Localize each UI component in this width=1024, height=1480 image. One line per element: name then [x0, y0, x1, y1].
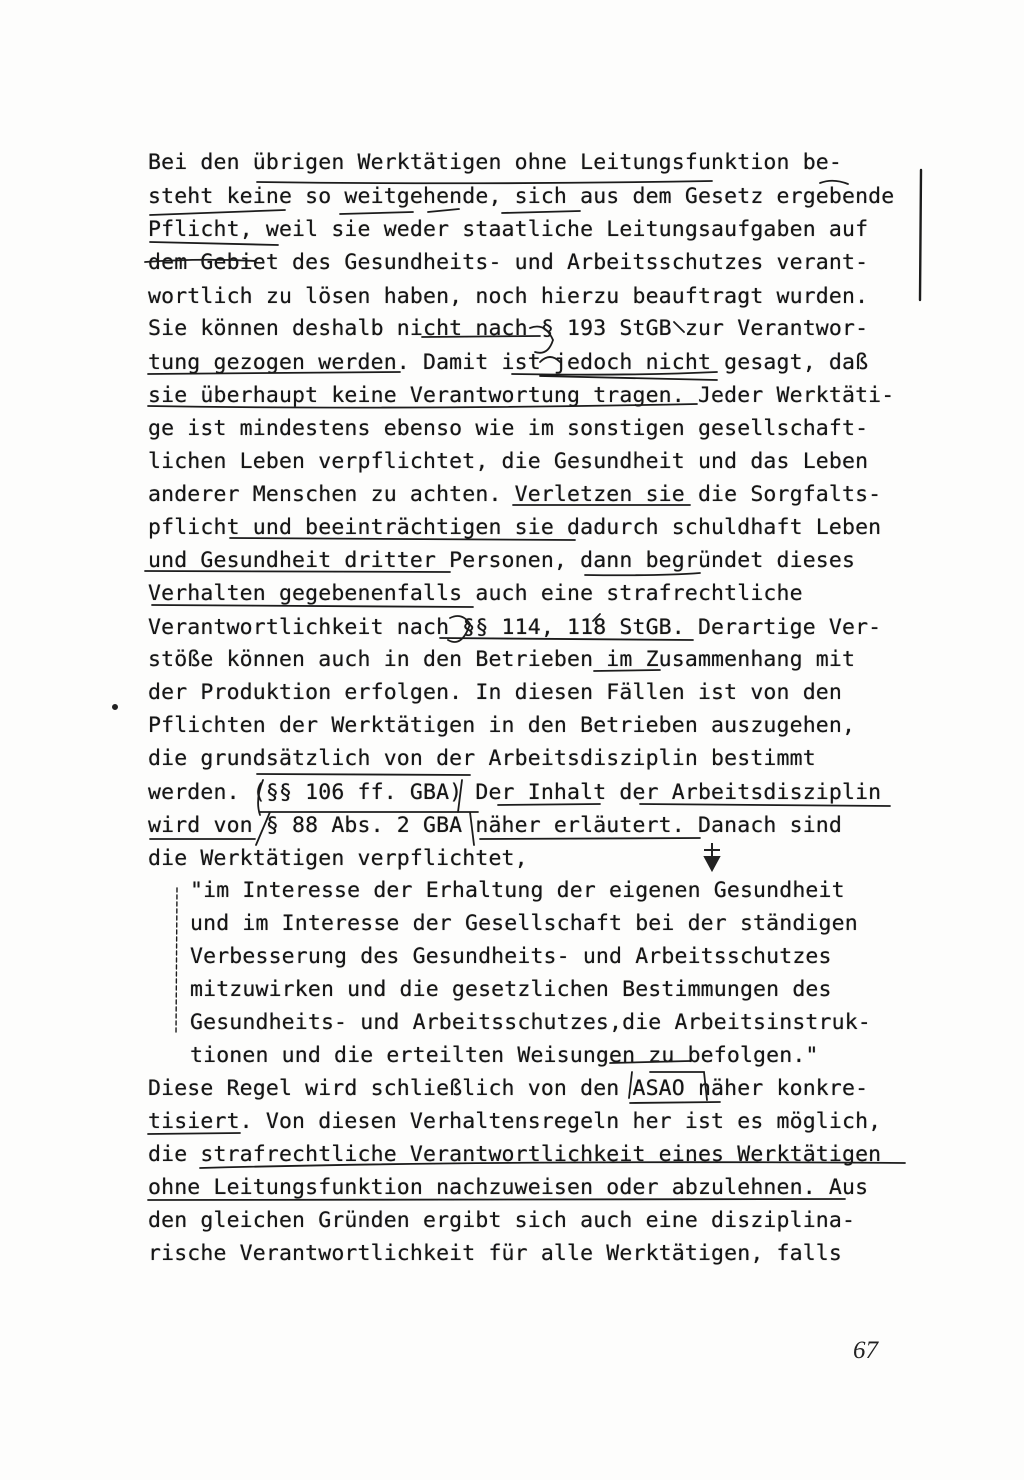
- text-line: den gleichen Gründen ergibt sich auch eine disziplina-: [148, 1208, 856, 1233]
- text-line: wortlich zu lösen haben, noch hierzu beauftragt wurden.: [148, 284, 869, 309]
- text-line: lichen Leben verpflichtet, die Gesundheit und das Leben: [148, 449, 869, 474]
- text-line: pflicht und beeinträchtigen sie dadurch schuldhaft Leben: [148, 515, 882, 540]
- text-line: Pflichten der Werktätigen in den Betrieben auszugehen,: [148, 713, 856, 738]
- page-number: 67: [853, 1337, 878, 1364]
- text-line: Verbesserung des Gesundheits- und Arbeitsschutzes: [190, 944, 832, 969]
- text-line: dem Gebiet des Gesundheits- und Arbeitsschutzes verant-: [148, 250, 869, 275]
- text-line: ge ist mindestens ebenso wie im sonstigen gesellschaft-: [148, 416, 869, 441]
- text-line: sie überhaupt keine Verantwortung tragen. Jeder Werktäti-: [148, 383, 895, 408]
- text-line: mitzuwirken und die gesetzlichen Bestimmungen des: [190, 977, 832, 1002]
- text-line: werden. (§§ 106 ff. GBA) Der Inhalt der Arbeitsdisziplin: [148, 780, 882, 805]
- text-line: tionen und die erteilten Weisungen zu befolgen.": [190, 1043, 819, 1068]
- text-line: tung gezogen werden. Damit ist jedoch nicht gesagt, daß: [148, 350, 869, 375]
- text-line: Diese Regel wird schließlich von den ASAO näher konkre-: [148, 1076, 869, 1101]
- text-line: die strafrechtliche Verantwortlichkeit eines Werktätigen: [148, 1142, 882, 1167]
- text-line: der Produktion erfolgen. In diesen Fällen ist von den: [148, 680, 842, 705]
- text-line: Gesundheits- und Arbeitsschutzes,die Arbeitsinstruk-: [190, 1010, 871, 1035]
- text-line: steht keine so weitgehende, sich aus dem Gesetz ergebende: [148, 184, 895, 209]
- text-line: Verhalten gegebenenfalls auch eine strafrechtliche: [148, 581, 803, 606]
- text-line: Pflicht, weil sie weder staatliche Leitungsaufgaben auf: [148, 217, 869, 242]
- text-line: rische Verantwortlichkeit für alle Werktätigen, falls: [148, 1241, 842, 1266]
- text-line: anderer Menschen zu achten. Verletzen sie die Sorgfalts-: [148, 482, 882, 507]
- text-line: Verantwortlichkeit nach §§ 114, 118 StGB. Derartige Ver-: [148, 615, 882, 640]
- text-line: ohne Leitungsfunktion nachzuweisen oder abzulehnen. Aus: [148, 1175, 869, 1200]
- text-line: stöße können auch in den Betrieben im Zusammenhang mit: [148, 647, 856, 672]
- text-line: tisiert. Von diesen Verhaltensregeln her ist es möglich,: [148, 1109, 882, 1134]
- text-line: wird von § 88 Abs. 2 GBA näher erläutert. Danach sind: [148, 813, 842, 838]
- text-line: Bei den übrigen Werktätigen ohne Leitungsfunktion be-: [148, 150, 842, 175]
- text-line: "im Interesse der Erhaltung der eigenen Gesundheit: [190, 878, 845, 903]
- text-line: die grundsätzlich von der Arbeitsdisziplin bestimmt: [148, 746, 816, 771]
- text-line: und Gesundheit dritter Personen, dann begründet dieses: [148, 548, 856, 573]
- text-line: Sie können deshalb nicht nach § 193 StGB zur Verantwor-: [148, 316, 869, 341]
- text-line: die Werktätigen verpflichtet,: [148, 846, 528, 871]
- text-line: und im Interesse der Gesellschaft bei der ständigen: [190, 911, 858, 936]
